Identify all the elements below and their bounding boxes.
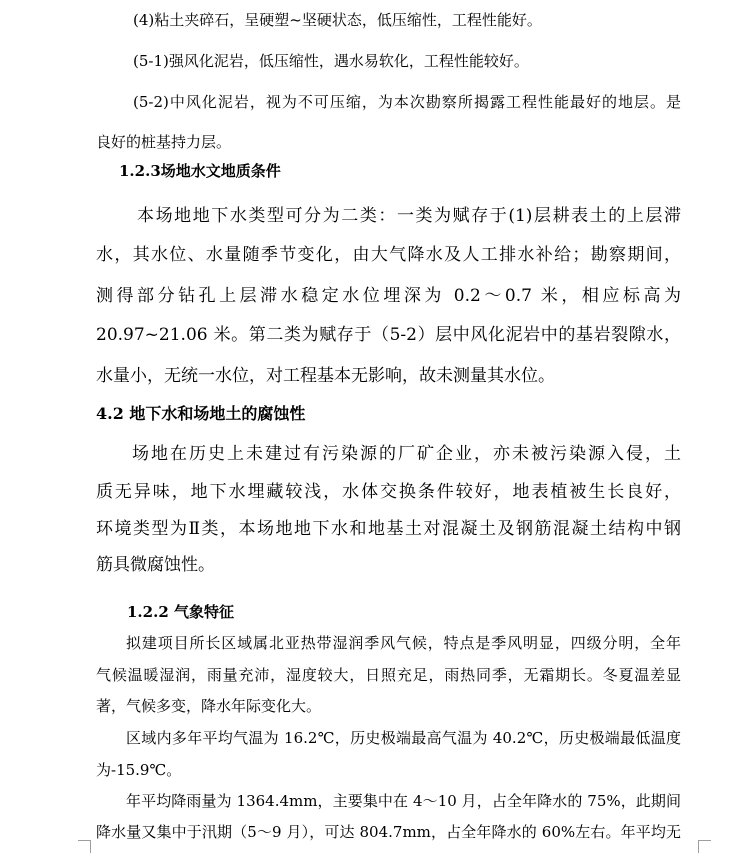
- corrosion-paragraph-line: 质无异味，地下水埋藏较浅，水体交换条件较好，地表植被生长良好，: [96, 482, 681, 502]
- soil-layer-4: (4)粘土夹碎石，呈硬塑~坚硬状态，低压缩性，工程性能好。: [133, 11, 542, 29]
- crop-mark-right: [698, 840, 711, 853]
- climate-paragraph-line: 气候温暖湿润，雨量充沛，湿度较大，日照充足，雨热同季，无霜期长。冬夏温差显: [96, 666, 681, 684]
- hydro-paragraph-line: 水量小，无统一水位，对工程基本无影响，故未测量其水位。: [96, 366, 555, 386]
- hydro-paragraph-line: 本场地地下水类型可分为二类：一类为赋存于(1)层耕表土的上层滞: [137, 206, 681, 226]
- climate-paragraph-line: 为-15.9℃。: [96, 761, 182, 779]
- climate-paragraph-line: 拟建项目所长区域属北亚热带湿润季风气候，特点是季风明显，四级分明，全年: [126, 634, 681, 652]
- corrosion-paragraph-line: 筋具微腐蚀性。: [96, 555, 215, 575]
- corrosion-paragraph-line: 场地在历史上未建过有污染源的厂矿企业，亦未被污染源入侵，土: [132, 444, 681, 464]
- section-heading-climate: 1.2.2 气象特征: [127, 603, 234, 621]
- section-heading-hydrogeology: 1.2.3场地水文地质条件: [119, 162, 281, 180]
- hydro-paragraph-line: 测得部分钻孔上层滞水稳定水位埋深为 0.2～0.7 米，相应标高为: [96, 286, 681, 306]
- crop-mark-left: [78, 840, 91, 853]
- climate-paragraph-line: 降水量又集中于汛期（5～9 月），可达 804.7mm，占全年降水的 60%左右。年平均无: [96, 823, 681, 841]
- soil-layer-5-2-line1: (5-2)中风化泥岩，视为不可压缩，为本次勘察所揭露工程性能最好的地层。是: [133, 93, 681, 111]
- climate-paragraph-line: 区域内多年平均气温为 16.2℃，历史极端最高气温为 40.2℃，历史极端最低温度: [126, 729, 681, 747]
- hydro-paragraph-line: 20.97~21.06 米。第二类为赋存于（5-2）层中风化泥岩中的基岩裂隙水，: [96, 325, 681, 345]
- climate-paragraph-line: 著，气候多变，降水年际变化大。: [96, 697, 322, 715]
- section-heading-corrosivity: 4.2 地下水和场地土的腐蚀性: [96, 404, 306, 423]
- soil-layer-5-1: (5-1)强风化泥岩，低压缩性，遇水易软化，工程性能较好。: [133, 52, 529, 70]
- hydro-paragraph-line: 水，其水位、水量随季节变化，由大气降水及人工排水补给；勘察期间，: [96, 245, 681, 265]
- climate-paragraph-line: 年平均降雨量为 1364.4mm，主要集中在 4～10 月，占全年降水的 75%，此期间: [126, 792, 681, 810]
- soil-layer-5-2-line2: 良好的桩基持力层。: [96, 133, 232, 151]
- corrosion-paragraph-line: 环境类型为Ⅱ类，本场地地下水和地基土对混凝土及钢筋混凝土结构中钢: [96, 519, 681, 539]
